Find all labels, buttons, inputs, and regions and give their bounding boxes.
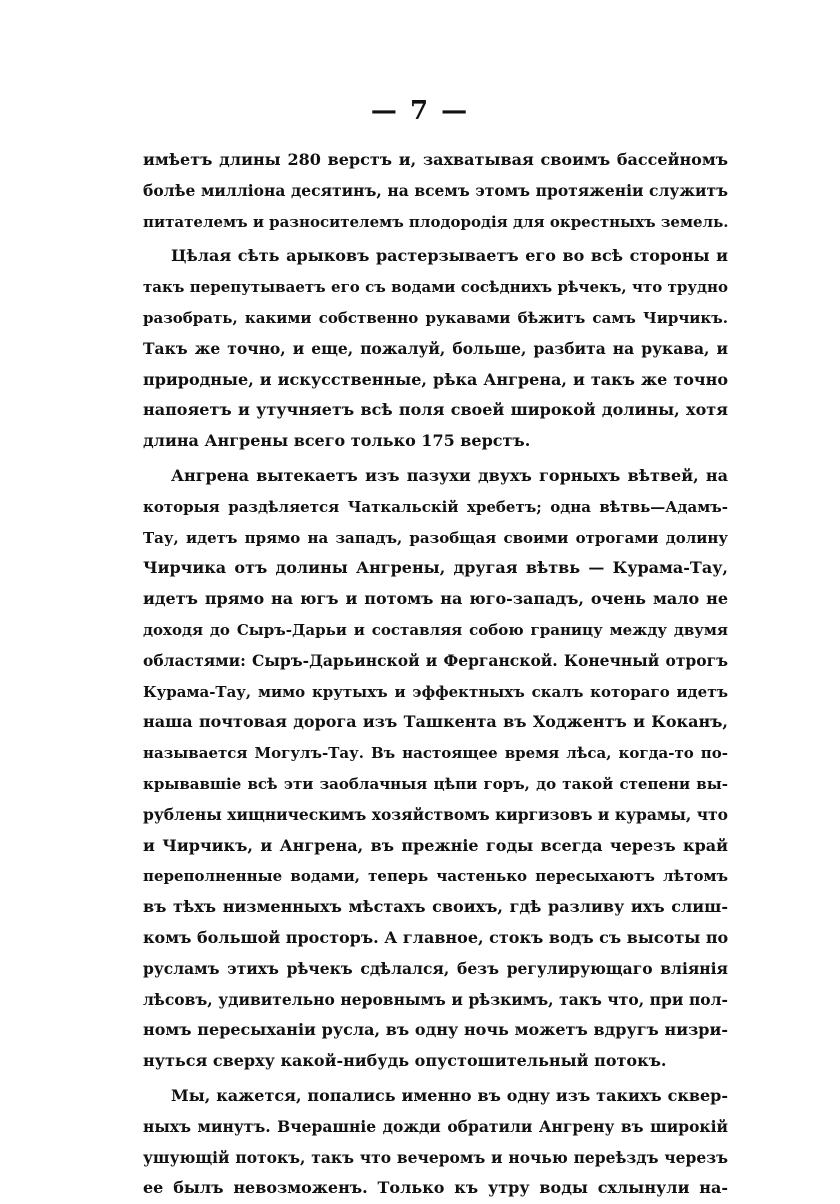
paragraph bbox=[143, 461, 728, 1077]
text-line: питателемъ и разносителемъ плодородія для окрестныхъ земель. bbox=[143, 212, 729, 231]
text-line: Ангрена вытекаетъ изъ пазухи двухъ горныхъ вѣтвей, на bbox=[171, 465, 728, 485]
text-line: которыя раздѣляется Чаткальскій хребетъ; одна вѣтвь—Адамъ- bbox=[143, 497, 728, 516]
text-line: идетъ прямо на югъ и потомъ на юго-западъ, очень мало не bbox=[143, 589, 728, 609]
text-line: Тау, идетъ прямо на западъ, разобщая своими отрогами долину bbox=[143, 528, 728, 547]
paragraph bbox=[143, 241, 728, 457]
text-line: рублены хищническимъ хозяйствомъ киргизовъ и курамы, что bbox=[143, 804, 728, 824]
text-line: ее былъ невозможенъ. Только къ утру воды схлынули на- bbox=[143, 1178, 728, 1198]
text-line: въ тѣхъ низменныхъ мѣстахъ своихъ, гдѣ разливу ихъ слиш- bbox=[143, 897, 728, 917]
text-line: Курама-Тау, мимо крутыхъ и эффектныхъ скалъ котораго идетъ bbox=[143, 682, 728, 701]
text-line: Мы, кажется, попались именно въ одну изъ такихъ сквер- bbox=[171, 1085, 728, 1105]
text-line: переполненные водами, теперь частенько пересыхаютъ лѣтомъ bbox=[143, 867, 728, 886]
text-line: и Чирчикъ, и Ангрена, въ прежніе годы всегда черезъ край bbox=[143, 835, 728, 855]
text-line: напояетъ и утучняетъ всѣ поля своей широкой долины, хотя bbox=[143, 400, 728, 420]
text-line: ушующій потокъ, такъ что вечеромъ и ночью переѣздъ черезъ bbox=[143, 1147, 728, 1167]
text-line: крывавшіе всѣ эти заоблачныя цѣпи горъ, до такой степени вы- bbox=[143, 774, 728, 793]
text-line: Такъ же точно, и еще, пожалуй, больше, разбита на рукава, и bbox=[143, 338, 728, 358]
text-line: нуться сверху какой-нибудь опустошительный потокъ. bbox=[143, 1051, 667, 1071]
body-text bbox=[143, 145, 728, 1204]
text-line: наша почтовая дорога изъ Ташкента въ Ходжентъ и Коканъ, bbox=[143, 712, 728, 732]
text-line: областями: Сыръ-Дарьинской и Ферганской. Конечный отрогъ bbox=[143, 650, 728, 670]
text-line: природные, и искусственные, рѣка Ангрена, и такъ же точно bbox=[143, 369, 728, 389]
text-line: лѣсовъ, удивительно неровнымъ и рѣзкимъ, такъ что, при пол- bbox=[143, 989, 728, 1009]
text-line: такъ перепутываетъ его съ водами сосѣднихъ рѣчекъ, что трудно bbox=[143, 278, 728, 297]
text-line: номъ пересыханіи русла, въ одну ночь можетъ вдругъ низри- bbox=[143, 1020, 728, 1040]
paragraph bbox=[143, 145, 728, 237]
text-line: называется Могулъ-Тау. Въ настоящее время лѣса, когда-то по- bbox=[143, 744, 728, 763]
page-number: — 7 — bbox=[370, 96, 470, 126]
text-line: ныхъ минутъ. Вчерашніе дожди обратили Ангрену въ широкій bbox=[143, 1116, 728, 1136]
paragraph bbox=[143, 1081, 728, 1204]
text-line: имѣетъ длины 280 верстъ и, захватывая своимъ бассейномъ bbox=[143, 150, 728, 169]
text-line: разобрать, какими собственно рукавами бѣжитъ самъ Чирчикъ. bbox=[143, 308, 728, 327]
text-line: Цѣлая сѣть арыковъ растерзываетъ его во всѣ стороны и bbox=[171, 246, 728, 266]
text-line: доходя до Сыръ-Дарьи и составляя собою границу между двумя bbox=[143, 620, 728, 639]
text-line: болѣе милліона десятинъ, на всемъ этомъ протяженіи служитъ bbox=[143, 180, 728, 200]
text-line: Чирчика отъ долины Ангрены, другая вѣтвь — Курама-Тау, bbox=[143, 558, 728, 578]
text-line: комъ большой просторъ. А главное, стокъ водъ съ высоты по bbox=[143, 927, 729, 947]
text-line: русламъ этихъ рѣчекъ сдѣлался, безъ регулирующаго вліянія bbox=[143, 958, 728, 978]
text-line: длина Ангрены всего только 175 верстъ. bbox=[143, 431, 531, 451]
